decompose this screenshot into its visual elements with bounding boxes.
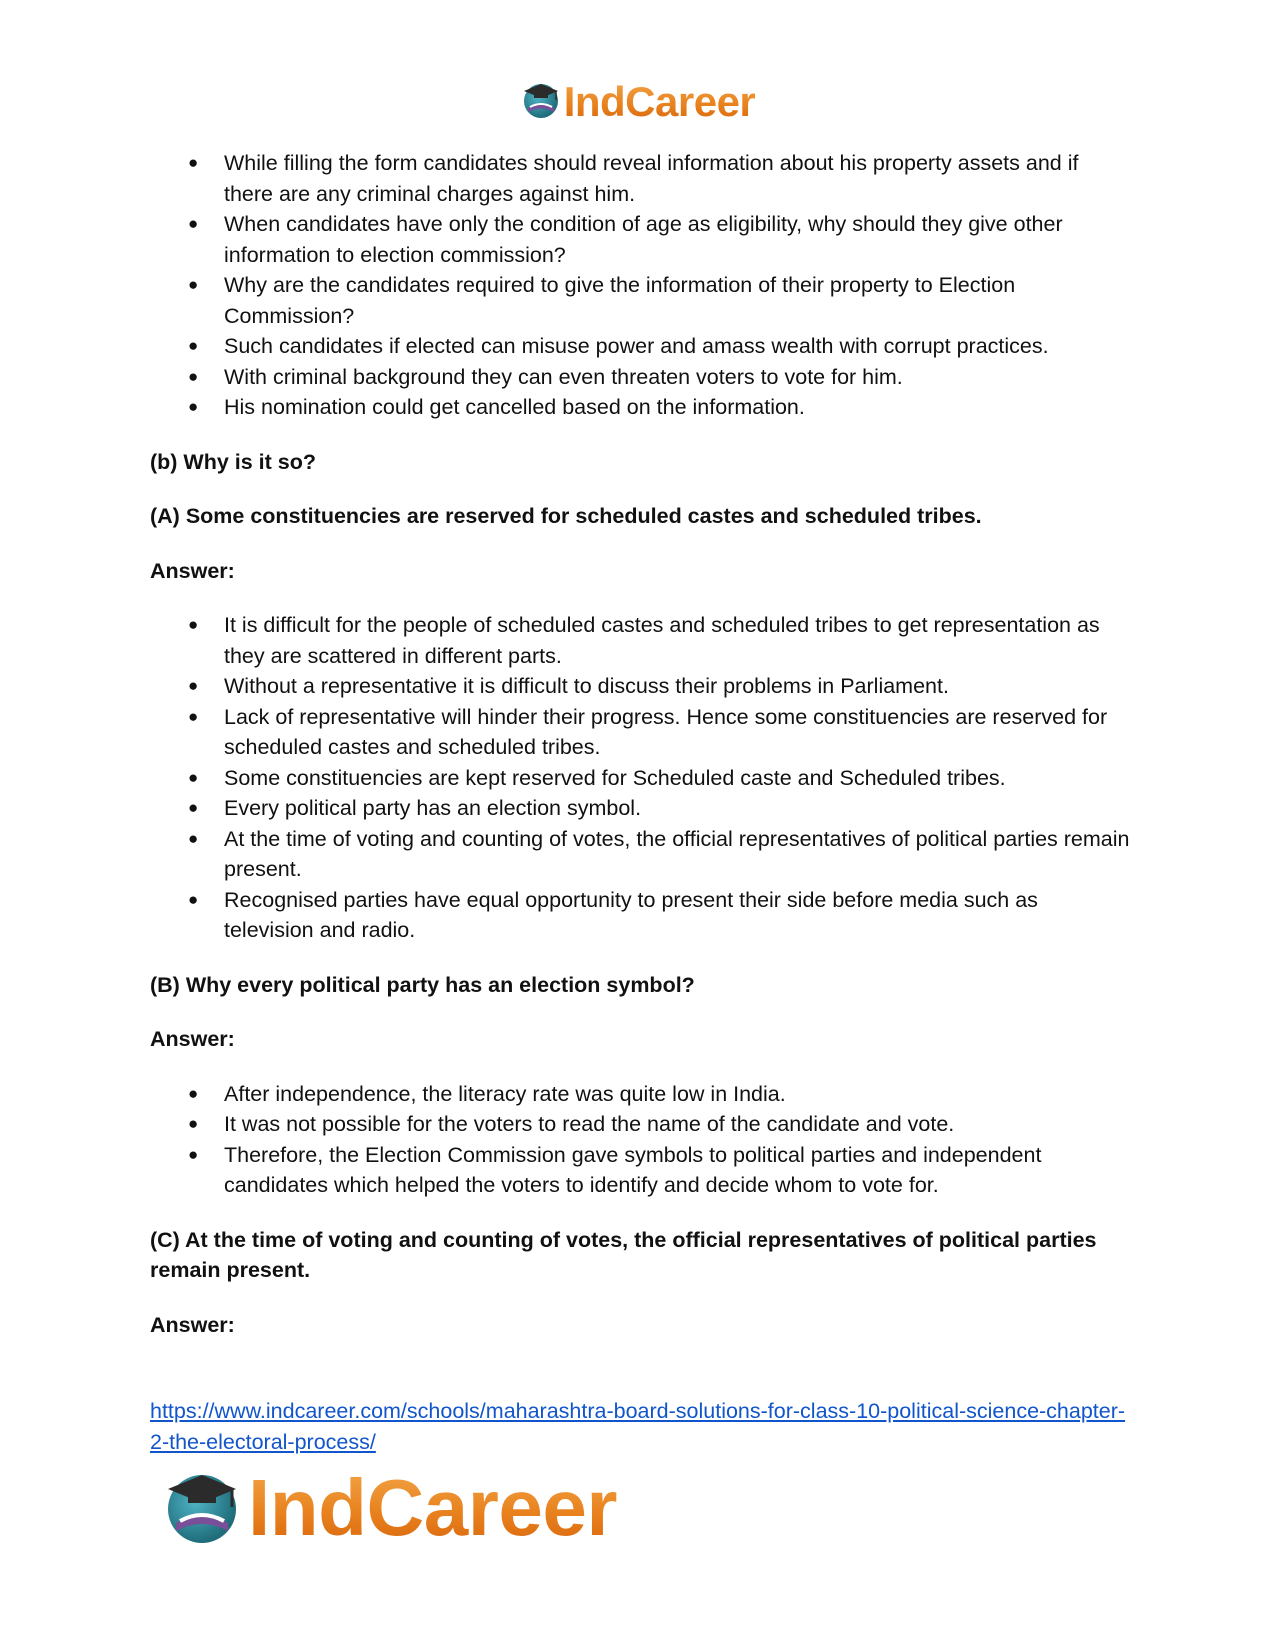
source-url-link[interactable]: https://www.indcareer.com/schools/maharashtra-board-solutions-for-class-10-political-science-chapter-2-the-electoral-process/ <box>150 1399 1126 1454</box>
header-logo <box>0 78 1275 125</box>
list-item: ● At the time of voting and counting of votes, the official representatives of political parties remain present. <box>150 824 1130 885</box>
logo <box>160 1463 617 1552</box>
answer-bullet-list-b <box>150 1079 1130 1201</box>
answer-label-a: Answer: <box>150 558 235 583</box>
list-item: ● It is difficult for the people of scheduled castes and scheduled tribes to get representation as they are scattered in different parts. <box>150 610 1130 671</box>
list-item: ● It was not possible for the voters to read the name of the candidate and vote. <box>150 1109 1130 1140</box>
list-item: ● Recognised parties have equal opportunity to present their side before media such as television and radio. <box>150 885 1130 946</box>
logo-text: IndCareer <box>248 1462 617 1552</box>
question-heading-b: (B) Why every political party has an election symbol? <box>150 972 695 997</box>
list-item: ● With criminal background they can even threaten voters to vote for him. <box>150 362 1130 393</box>
list-item: ● His nomination could get cancelled based on the information. <box>150 392 1130 423</box>
answer-bullet-list-a <box>150 610 1130 946</box>
list-item: ● Every political party has an election symbol. <box>150 793 1130 824</box>
list-item: ● While filling the form candidates should reveal information about his property assets and if there are any criminal charges against him. <box>150 148 1130 209</box>
answer-label-c: Answer: <box>150 1312 235 1337</box>
intro-bullet-list <box>150 148 1130 423</box>
list-item: ● Some constituencies are kept reserved for Scheduled caste and Scheduled tribes. <box>150 763 1130 794</box>
list-item: ● Therefore, the Election Commission gave symbols to political parties and independent candidates which helped the voters to identify and decide whom to vote for. <box>150 1140 1130 1201</box>
list-item: ● After independence, the literacy rate was quite low in India. <box>150 1079 1130 1110</box>
list-item: ● Why are the candidates required to give the information of their property to Election Commission? <box>150 270 1130 331</box>
question-heading-c: (C) At the time of voting and counting of votes, the official representatives of political parties remain present. <box>150 1227 1097 1282</box>
graduation-cap-globe-icon <box>520 78 562 125</box>
list-item: ● When candidates have only the condition of age as eligibility, why should they give other information to election commission? <box>150 209 1130 270</box>
logo <box>520 78 756 125</box>
footer-logo <box>160 1463 617 1552</box>
question-heading-a: (A) Some constituencies are reserved for scheduled castes and scheduled tribes. <box>150 504 982 528</box>
logo-text: IndCareer <box>563 77 756 125</box>
list-item: ● Such candidates if elected can misuse power and amass wealth with corrupt practices. <box>150 331 1130 362</box>
list-item: ● Lack of representative will hinder their progress. Hence some constituencies are reserved for scheduled castes and scheduled tribes. <box>150 702 1130 763</box>
list-item: ● Without a representative it is difficult to discuss their problems in Parliament. <box>150 671 1130 702</box>
answer-label-b: Answer: <box>150 1027 235 1051</box>
section-heading-b: (b) Why is it so? <box>150 449 317 474</box>
main-content <box>150 148 1130 1340</box>
graduation-cap-globe-icon <box>160 1463 244 1552</box>
